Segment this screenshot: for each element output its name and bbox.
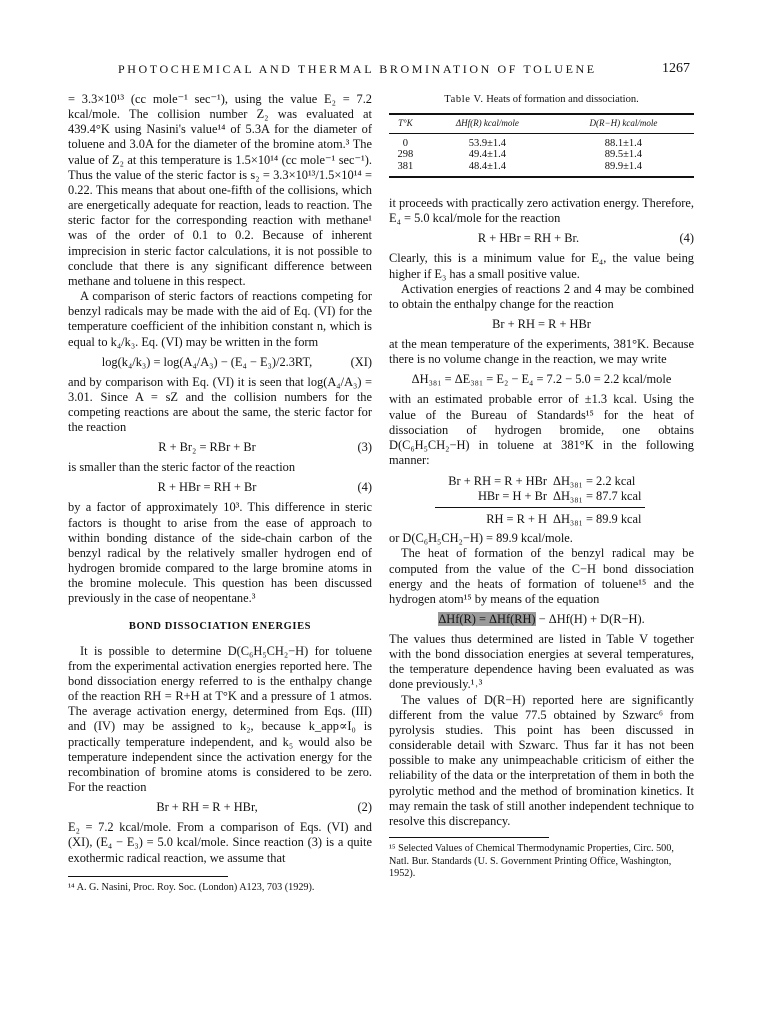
- sum-row: [435, 512, 645, 527]
- equation-3: [68, 438, 372, 457]
- paragraph: or D(C₆H₅CH₂−H) = 89.9 kcal/mole.: [389, 531, 573, 546]
- table-cell: 89.9±1.4: [553, 161, 694, 178]
- highlighted-text: ΔHf(R) = ΔHf(RH): [438, 611, 536, 626]
- table-label: Table V.: [444, 94, 484, 105]
- table-header: D(R−H) kcal/mole: [553, 114, 694, 133]
- equation-text: R + Br₂ = RBr + Br: [158, 440, 256, 455]
- equation-number: (4): [357, 480, 372, 495]
- table-cell: 298: [397, 149, 414, 161]
- equation-number: (4): [679, 231, 694, 246]
- footnote-14: ¹⁴ A. G. Nasini, Proc. Roy. Soc. (London) A123, 703 (1929).: [68, 881, 315, 893]
- equation-enthalpy: [389, 370, 694, 389]
- page-number: 1267: [662, 61, 690, 76]
- equation-text: R + HBr = RH + Br: [157, 480, 257, 495]
- table-v: [389, 113, 694, 178]
- equation-br: [389, 315, 694, 334]
- equation-text: ΔH₃₈₁ = ΔE₃₈₁ = E₂ − E₄ = 7.2 − 5.0 = 2.2 kcal/mole: [411, 372, 672, 387]
- equation-4: [389, 229, 694, 248]
- paragraph: It is possible to determine D(C₆H₅CH₂−H) for toluene from the experimental activation energies reported here. The bond dissociation energy referred to is the enthalpy change of the reaction RH = R+H at T°K and a pressure of 1 atmos. The average activation energy, determined from Eqs. (III) and (IV) may be assigned to k₂, because k_app∝I₀ is practically temperature independent, and k₅ would also be temperature independent since the activation energy for the recombination of bromine atoms is considered to be zero. For the reaction: [68, 643, 372, 795]
- equation-text: Br + RH = R + HBr: [492, 317, 591, 332]
- sum-reaction: HBr = H + Br: [477, 489, 547, 504]
- equation-number: (3): [357, 440, 372, 455]
- paragraph: is smaller than the steric factor of the reaction: [68, 460, 296, 475]
- equation-text: R + HBr = RH + Br.: [477, 231, 580, 246]
- paragraph: The heat of formation of the benzyl radical may be computed from the value of the C−H bond dissociation energy and the heats of formation of toluene¹⁵ and the hydrogen atom¹⁵ by means of the equation: [389, 546, 694, 606]
- reaction-sum: [435, 474, 645, 527]
- paragraph: = 3.3×10¹³ (cc mole⁻¹ sec⁻¹), using the value E₂ = 7.2 kcal/mole. The collision number Z₂ was evaluated at 439.4°K using Nasini's value¹⁴ of 5.3A for the diameter of toluene and 3.0A for the diameter of the bromine atom.³ The value of Z₂ at this temperature is 1.5×10¹⁴ (cc mole⁻¹ sec⁻¹). Thus the value of the steric factor is s₂ = 3.3×10¹³/1.5×10¹⁴ = 0.22. This means that about one-fifth of the collisions, which are energetically adequate for reaction, leads to reaction. The steric factor for the corresponding reaction with methane¹ was of the order of 0.1 to 0.2. Because of inherent imprecision in steric factor calculations, it is not possible to conclude that there is any significant difference between methane and toluene in this respect.: [68, 92, 372, 288]
- sum-reaction: Br + RH = R + HBr: [448, 474, 547, 489]
- section-heading: BOND DISSOCIATION ENERGIES: [128, 620, 312, 632]
- left-column: [68, 92, 372, 894]
- paragraph: Activation energies of reactions 2 and 4 may be combined to obtain the enthalpy change for the reaction: [389, 281, 694, 311]
- table-header: ΔHf(R) kcal/mole: [422, 114, 553, 133]
- footnote-15: ¹⁵ Selected Values of Chemical Thermodynamic Properties, Circ. 500, Natl. Bur. Standards (U. S. Government Printing Office, Washington, 1952).: [389, 843, 674, 879]
- equation-text: Br + RH = R + HBr,: [156, 800, 258, 815]
- table-caption-text: Heats of formation and dissociation.: [486, 94, 639, 105]
- sum-reaction: RH = R + H: [486, 512, 547, 527]
- table-cell: 49.4±1.4: [468, 149, 506, 161]
- paragraph: E₂ = 7.2 kcal/mole. From a comparison of Eqs. (VI) and (XI), (E₄ − E₃) = 5.0 kcal/mole. Since reaction (3) is a quite exothermic radical reaction, we assume that: [68, 820, 372, 865]
- right-column: [389, 92, 694, 881]
- equation-heat-of-formation: [389, 610, 694, 629]
- paragraph: Clearly, this is a minimum value for E₄, the value being higher if E₃ has a small positive value.: [389, 251, 694, 281]
- table-cell: 89.5±1.4: [604, 149, 643, 161]
- table-header: T°K: [389, 114, 422, 133]
- table-cell: 53.9±1.4: [468, 137, 506, 149]
- sum-enthalpy: ΔH₃₈₁ = 2.2 kcal: [553, 474, 636, 489]
- spacer: [389, 178, 694, 196]
- running-title: PHOTOCHEMICAL AND THERMAL BROMINATION OF TOLUENE: [118, 62, 597, 76]
- table-cell: 381: [389, 161, 422, 178]
- paragraph: The values of D(R−H) reported here are significantly different from the value 77.5 obtained by Szwarc⁶ from pyrolysis studies. This point has been discussed in considerable detail with Szwarc. Thus far it has not been possible to make any unimpeachable criticism of either the reliability of the data or the interpretation of them in both the pyrolytic method and the method of bromination kinetics. It may remain the task of still another independent technique to resolve this discrepancy.: [389, 692, 694, 828]
- equation-text: [389, 612, 694, 627]
- paragraph: with an estimated probable error of ±1.3 kcal. Using the value of the Bureau of Standards¹⁵ for the heat of dissociation of hydrogen bromide, one obtains D(C₆H₅CH₂−H) in toluene at 381°K in the following manner:: [389, 392, 694, 468]
- paragraph: by a factor of approximately 10³. This difference in steric factors is thought to arise from the ease of approach to within bonding distance of the side-chain carbon of the benzyl radical by the relatively smaller hydrogen end of hydrogen bromide compared to the large bromine atoms in the bromine molecule. This question has been discussed previously in the case of neopentane.³: [68, 500, 372, 606]
- equation-2: [68, 798, 372, 817]
- sum-enthalpy: ΔH₃₈₁ = 87.7 kcal: [553, 489, 642, 504]
- paragraph: it proceeds with practically zero activation energy. Therefore, E₄ = 5.0 kcal/mole for the reaction: [389, 196, 694, 226]
- table-row: [389, 133, 694, 149]
- paragraph: and by comparison with Eq. (VI) it is seen that log(A₄/A₃) = 3.01. Since A = sZ and the collision numbers for the competing reactions are about the same, the steric factor for the reaction: [68, 374, 372, 435]
- paragraph: at the mean temperature of the experiments, 381°K. Because there is no volume change in the reaction, we may write: [389, 337, 694, 367]
- equation-text: log(k₄/k₃) = log(A₄/A₃) − (E₄ − E₃)/2.3RT,: [101, 354, 313, 369]
- equation-4: [68, 478, 372, 497]
- table-row: [389, 149, 694, 161]
- equation-text-rest: − ΔHf(H) + D(R−H).: [535, 611, 645, 626]
- running-header: [0, 62, 768, 82]
- paragraph: A comparison of steric factors of reactions competing for benzyl radicals may be made with the aid of Eq. (VI) for the temperature coefficient of the inhibition constant n, which is equal to k₄/k₃. Eq. (VI) may be written in the form: [68, 289, 372, 349]
- sum-row: [435, 489, 645, 504]
- equation-xi: [68, 353, 372, 372]
- sum-rule: [435, 507, 645, 508]
- table-cell: 88.1±1.4: [604, 137, 643, 149]
- sum-enthalpy: ΔH₃₈₁ = 89.9 kcal: [553, 512, 642, 527]
- table-cell: 0: [402, 137, 408, 149]
- table-row: [389, 161, 694, 178]
- equation-number: (2): [357, 800, 372, 815]
- paragraph: The values thus determined are listed in Table V together with the bond dissociation energies at several temperatures, the temperature dependence having been evaluated as was done previously.¹˒³: [389, 631, 694, 692]
- table-caption: [389, 92, 694, 107]
- table-cell: 48.4±1.4: [422, 161, 553, 178]
- equation-number: (XI): [350, 354, 372, 369]
- sum-row: [435, 474, 645, 489]
